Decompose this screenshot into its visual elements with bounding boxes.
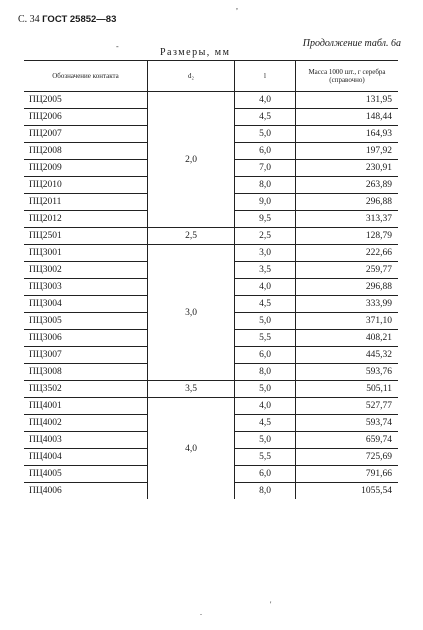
print-speck: . [200,608,202,617]
table-row [24,92,398,109]
contact-designation: ПЦ3004 [24,296,148,313]
length-l: 4,0 [235,279,296,296]
silver-mass: 371,10 [296,313,399,330]
silver-mass: 131,95 [296,92,399,109]
length-l: 9,5 [235,211,296,228]
diameter-d2: 4,0 [148,398,235,500]
table-body [24,92,398,500]
contact-designation: ПЦ2005 [24,92,148,109]
table-row [24,398,398,415]
page-number: С. 34 [18,14,40,25]
silver-mass: 313,37 [296,211,399,228]
length-l: 4,0 [235,398,296,415]
silver-mass: 445,32 [296,347,399,364]
contact-designation: ПЦ3001 [24,245,148,262]
print-speck: ' [270,600,272,609]
contact-designation: ПЦ4006 [29,486,62,496]
length-l: 5,0 [235,381,296,398]
contact-designation: ПЦ4002 [24,415,148,432]
silver-mass: 128,79 [296,228,399,245]
contact-designation: ПЦ4005 [24,466,148,483]
table-row [24,228,398,245]
silver-mass: 659,74 [296,432,399,449]
length-l: 8,0 [235,364,296,381]
silver-mass: 791,66 [296,466,399,483]
length-l: 6,0 [235,347,296,364]
silver-mass: 296,88 [296,194,399,211]
silver-mass: 725,69 [296,449,399,466]
length-l: 6,0 [235,466,296,483]
silver-mass: 164,93 [296,126,399,143]
diameter-d2: 2,0 [148,92,235,228]
table-row [24,245,398,262]
silver-mass: 527,77 [296,398,399,415]
column-header-l: l [235,61,296,92]
diameter-d2: 3,0 [148,245,235,381]
contacts-table [24,60,398,499]
length-l: 8,0 [235,483,296,500]
contacts-table-container [24,60,398,499]
length-l: 5,0 [235,313,296,330]
table-row [24,381,398,398]
contact-designation: ПЦ2006 [24,109,148,126]
silver-mass: 593,76 [296,364,399,381]
column-header-mass: Масса 1000 шт., г серебра (справочно) [296,61,399,92]
silver-mass: 296,88 [296,279,399,296]
table-continuation-note: Продолжение табл. 6а [302,38,401,49]
contact-designation: ПЦ2008 [24,143,148,160]
silver-mass: 148,44 [296,109,399,126]
silver-mass: 408,21 [296,330,399,347]
length-l: 5,0 [235,432,296,449]
length-l: 7,0 [235,160,296,177]
contact-designation: ПЦ3002 [24,262,148,279]
print-speck: - [116,42,119,51]
table-header-row [24,61,398,92]
contact-designation: ПЦ2010 [24,177,148,194]
length-l: 5,5 [235,330,296,347]
length-l: 5,5 [235,449,296,466]
contact-designation: ПЦ4004 [24,449,148,466]
contact-designation: ПЦ3006 [24,330,148,347]
length-l: 5,0 [235,126,296,143]
contact-designation: ПЦ2007 [24,126,148,143]
length-l: 2,5 [235,228,296,245]
silver-mass: 222,66 [296,245,399,262]
length-l: 6,0 [235,143,296,160]
diameter-d2: 2,5 [148,228,235,245]
contact-designation: ПЦ3003 [24,279,148,296]
contact-designation: ПЦ2009 [24,160,148,177]
silver-mass: 593,74 [296,415,399,432]
length-l: 3,5 [235,262,296,279]
print-speck: , [236,2,238,11]
length-l: 4,5 [235,415,296,432]
column-header-d2: d₂ [148,61,235,92]
length-l: 4,5 [235,296,296,313]
length-l: 3,0 [235,245,296,262]
contact-designation: ПЦ3005 [24,313,148,330]
contact-designation: ПЦ3007 [24,347,148,364]
silver-mass: 505,11 [296,381,399,398]
contact-designation: ПЦ3502 [24,381,148,398]
page-header [18,14,116,25]
silver-mass: 263,89 [296,177,399,194]
silver-mass: 197,92 [296,143,399,160]
column-header-designation: Обозначение контакта [24,61,148,92]
silver-mass: 333,99 [296,296,399,313]
contact-designation: ПЦ3008 [24,364,148,381]
length-l: 8,0 [235,177,296,194]
contact-designation: ПЦ2012 [24,211,148,228]
contact-designation: ПЦ2501 [24,228,148,245]
length-l: 9,0 [235,194,296,211]
contact-designation: ПЦ2011 [24,194,148,211]
length-l: 4,5 [235,109,296,126]
length-l: 4,0 [235,92,296,109]
diameter-d2: 3,5 [148,381,235,398]
contact-designation: ПЦ4003 [24,432,148,449]
silver-mass: 259,77 [296,262,399,279]
sizes-label: Размеры, мм [160,47,231,58]
silver-mass: 1055,54 [296,483,399,500]
standard-code: ГОСТ 25852—83 [42,14,117,25]
silver-mass: 230,91 [296,160,399,177]
contact-designation: ПЦ4001 [24,398,148,415]
